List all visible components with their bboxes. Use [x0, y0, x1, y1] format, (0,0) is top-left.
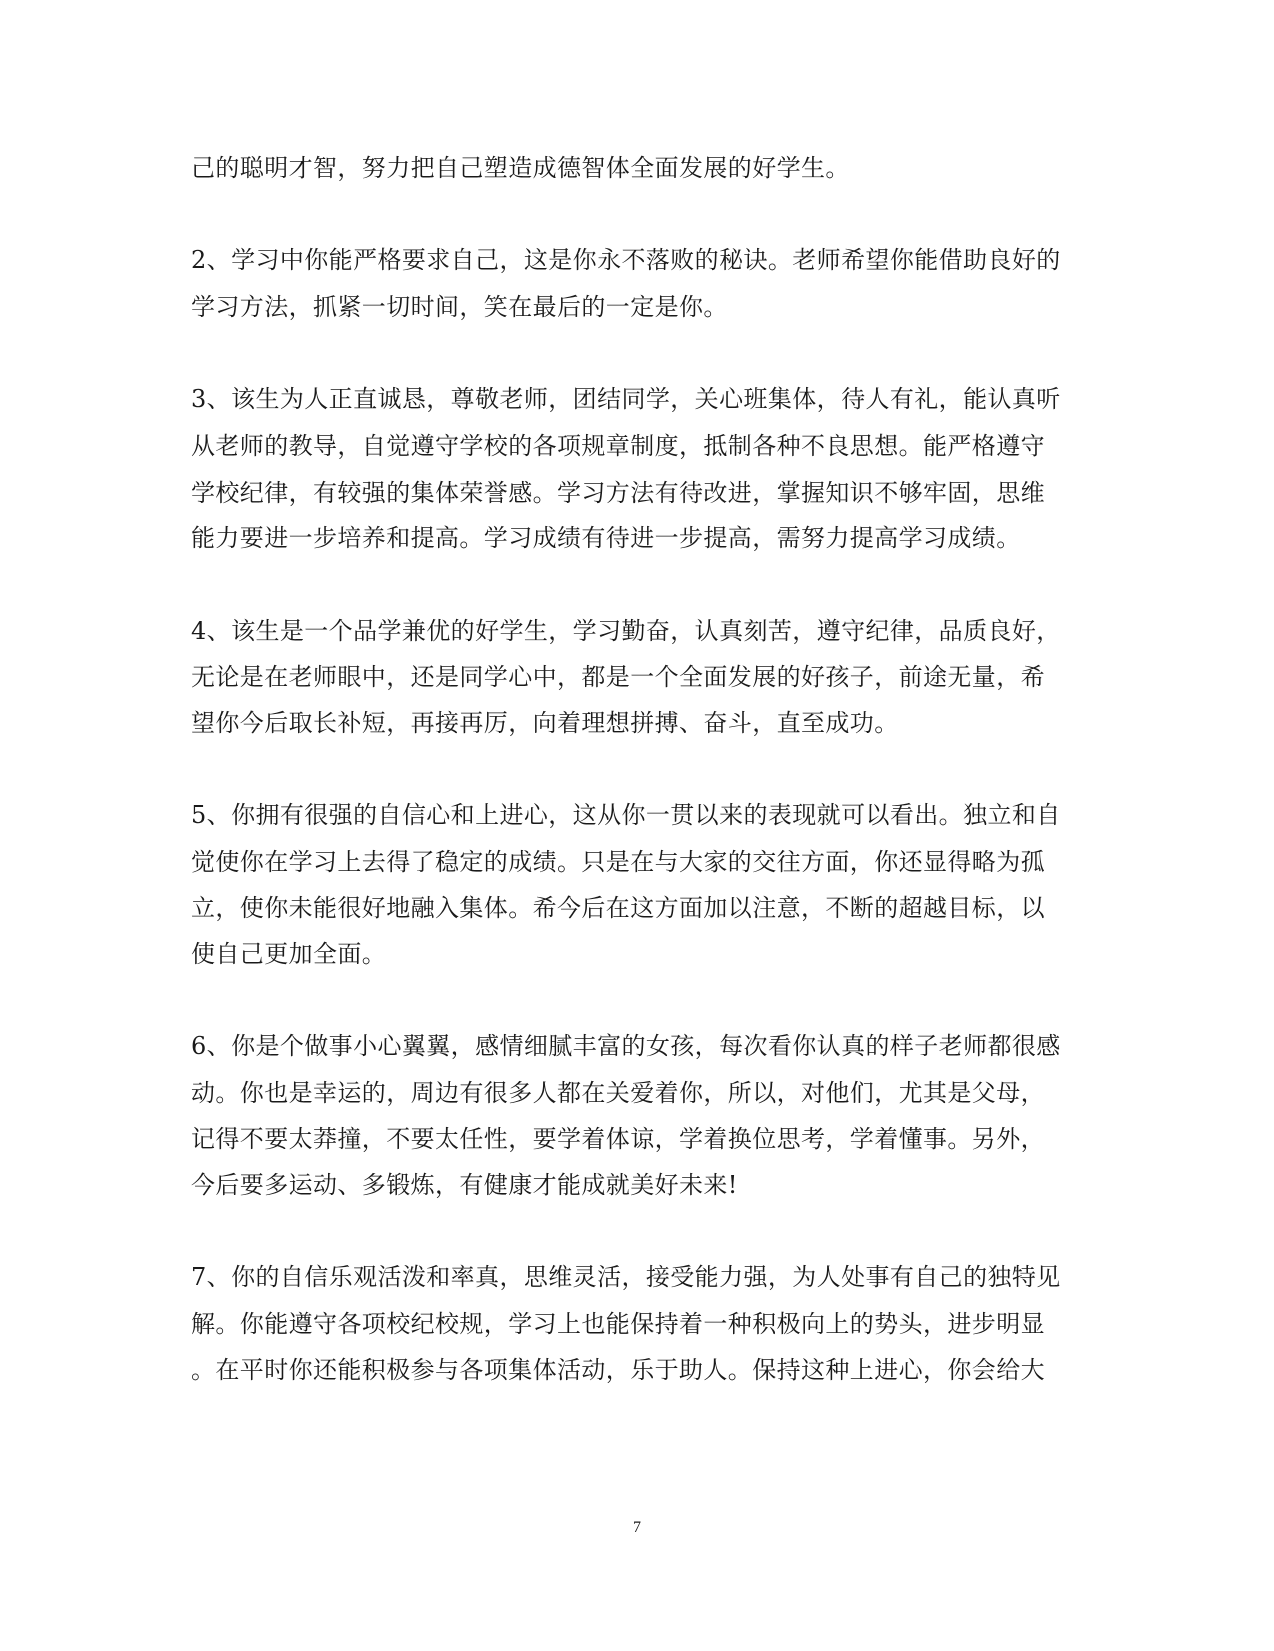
paragraph-2-line-1: 2、学习中你能严格要求自己，这是你永不落败的秘诀。老师希望你能借助良好的 — [191, 246, 1061, 274]
paragraph-3-line-3: 学校纪律，有较强的集体荣誉感。学习方法有待改进，掌握知识不够牢固，思维 — [191, 479, 1045, 507]
paragraph-4-line-1: 4、该生是一个品学兼优的好学生，学习勤奋，认真刻苦，遵守纪律，品质良好， — [191, 617, 1061, 645]
paragraph-3-line-1: 3、该生为人正直诚恳，尊敬老师，团结同学，关心班集体，待人有礼，能认真听 — [191, 385, 1061, 413]
page-number: 7 — [633, 1519, 641, 1536]
paragraph-5-line-3: 立，使你未能很好地融入集体。希今后在这方面加以注意，不断的超越目标，以 — [191, 894, 1045, 922]
paragraph-7-line-3: 。在平时你还能积极参与各项集体活动，乐于助人。保持这种上进心，你会给大 — [191, 1356, 1045, 1384]
paragraph-3-line-4: 能力要进一步培养和提高。学习成绩有待进一步提高，需努力提高学习成绩。 — [191, 524, 1021, 552]
paragraph-5-line-4: 使自己更加全面。 — [191, 940, 387, 968]
paragraph-1-line-1: 己的聪明才智，努力把自己塑造成德智体全面发展的好学生。 — [191, 154, 850, 182]
paragraph-4-line-2: 无论是在老师眼中，还是同学心中，都是一个全面发展的好孩子，前途无量，希 — [191, 663, 1045, 691]
paragraph-7-line-1: 7、你的自信乐观活泼和率真，思维灵活，接受能力强，为人处事有自己的独特见 — [191, 1263, 1061, 1291]
paragraph-6-line-1: 6、你是个做事小心翼翼，感情细腻丰富的女孩，每次看你认真的样子老师都很感 — [191, 1032, 1061, 1060]
paragraph-2-line-2: 学习方法，抓紧一切时间，笑在最后的一定是你。 — [191, 293, 728, 321]
paragraph-6-line-2: 动。你也是幸运的，周边有很多人都在关爱着你，所以，对他们，尤其是父母， — [191, 1079, 1045, 1107]
paragraph-6-line-4: 今后要多运动、多锻炼，有健康才能成就美好未来! — [191, 1171, 738, 1199]
paragraph-5-line-1: 5、你拥有很强的自信心和上进心，这从你一贯以来的表现就可以看出。独立和自 — [191, 801, 1061, 829]
paragraph-3-line-2: 从老师的教导，自觉遵守学校的各项规章制度，抵制各种不良思想。能严格遵守 — [191, 432, 1045, 460]
paragraph-6-line-3: 记得不要太莽撞，不要太任性，要学着体谅，学着换位思考，学着懂事。另外， — [191, 1125, 1045, 1153]
paragraph-7-line-2: 解。你能遵守各项校纪校规，学习上也能保持着一种积极向上的势头，进步明显 — [191, 1310, 1045, 1338]
paragraph-5-line-2: 觉使你在学习上去得了稳定的成绩。只是在与大家的交往方面，你还显得略为孤 — [191, 848, 1045, 876]
paragraph-4-line-3: 望你今后取长补短，再接再厉，向着理想拼搏、奋斗，直至成功。 — [191, 709, 899, 737]
